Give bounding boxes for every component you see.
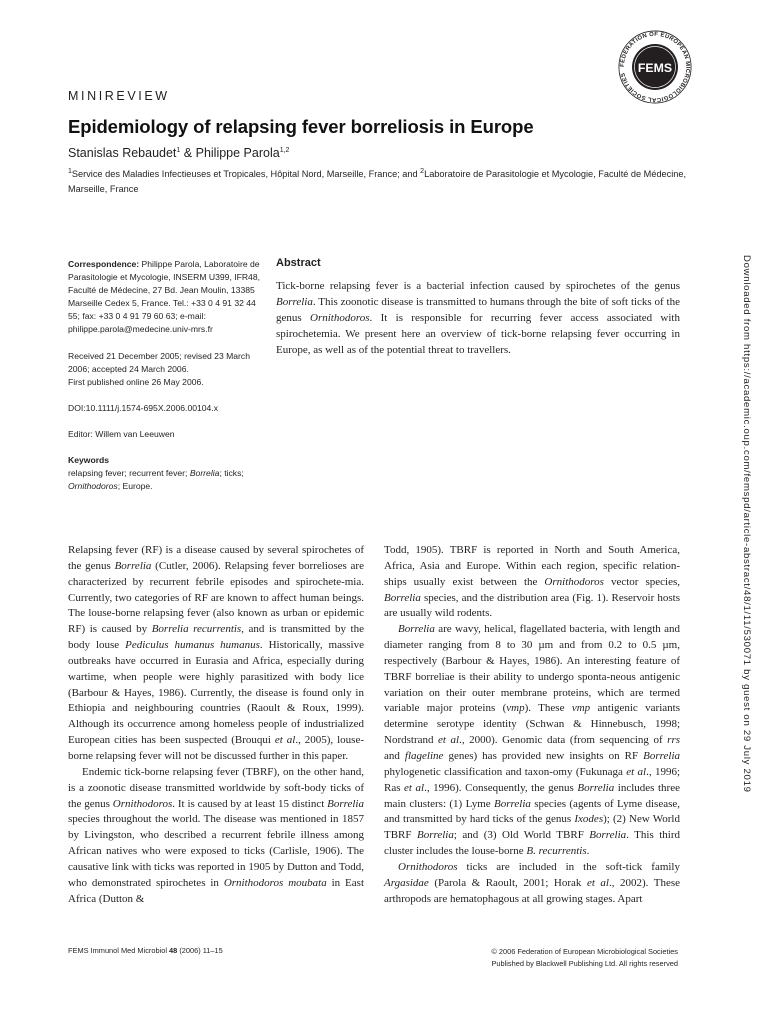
text-span: Borrelia <box>416 829 454 842</box>
text-span: phylogenetic classification and taxon-omy (Fukunaga <box>384 765 627 778</box>
text-span: vector species, <box>603 575 680 588</box>
footer-citation <box>68 946 223 955</box>
author-affiliation-mark: 1 <box>176 146 181 154</box>
author-joiner: & <box>180 146 196 160</box>
article-info-sidebar <box>68 258 268 506</box>
keyword-text: Ornithodoros <box>68 481 118 492</box>
text-span: species, and the distribution area (Fig. 1). Reservoir hosts are usually wild rodents. <box>384 591 680 620</box>
logo-ring-text: FEDERATION OF EUROPEAN MICROBIOLOGICAL SOCIETIES <box>619 31 691 103</box>
keyword-text: relapsing fever; recurrent fever; <box>68 468 190 479</box>
body-paragraph <box>384 860 680 908</box>
text-span: rrs <box>667 734 681 747</box>
affiliation-2: Laboratoire de Parasitologie et Mycologie, Faculté de Médecine, Marseille, France <box>68 169 687 194</box>
text-span: Borrelia <box>577 781 615 794</box>
body-column-right <box>384 543 680 907</box>
text-span: Ornithodoros moubata <box>223 876 327 889</box>
keywords-list <box>68 467 268 493</box>
text-span: Relapsing fever (RF) is a disease caused by several spirochetes of the genus <box>68 544 364 572</box>
text-span: ., 2002). These arthropods are hematophagous at all growing stages. Apart <box>384 876 681 905</box>
article-title: Epidemiology of relapsing fever borreliosis in Europe <box>68 116 534 137</box>
body-paragraph <box>384 543 680 622</box>
footer-copyright <box>420 946 678 970</box>
text-span: Borrelia <box>114 559 152 572</box>
body-paragraph <box>68 765 364 908</box>
abstract-heading: Abstract <box>276 257 321 269</box>
text-span: et al <box>274 734 296 747</box>
citation-volume: 48 <box>169 946 178 955</box>
text-span: ., 1996). Consequently, the genus <box>424 781 578 794</box>
correspondence <box>68 258 268 337</box>
keyword-text: Borrelia <box>189 468 220 479</box>
affiliation-mark: 2 <box>420 167 425 175</box>
abstract-text <box>276 279 680 359</box>
text-span: species (agents of Lyme disease, and transmitted by hard ticks of the genus <box>384 797 680 826</box>
article-history <box>68 350 268 389</box>
text-span: et al <box>438 734 460 747</box>
text-span: . Historically, massive outbreaks have occurred in Eurasia and Africa, especially during wartime, when people were highly parasitized with body lice (Barbour & Hayes, 1986). Currently, the disease is found only in Ethiopia and neighbouring countries (Raoult & Roux, 1999). Although its occurrence among homeless people of industrialized European cities has been suspected (Brouqui <box>68 639 364 747</box>
text-span: ); (2) New World TBRF <box>384 813 680 842</box>
body-column-left <box>68 543 364 907</box>
citation-journal: FEMS Immunol Med Microbiol <box>68 946 170 955</box>
text-span: Borrelia <box>643 749 681 762</box>
text-span: vmp <box>571 702 591 715</box>
author-name: Philippe Parola <box>195 146 280 160</box>
correspondence-text: Philippe Parola, Laboratoire de Parasitologie et Mycologie, INSERM U399, IFR48, Faculté de Médecine, 27 Bd. Jean Moulin, 13385 Marseille Cedex 5, France. Tel.: +33 0 4 91 32 44 55; fax: +33 0 4 91 79 60 63; e-mail: philippe.parola@medecine.univ-mrs.fr <box>68 259 261 335</box>
text-span: Ornithodoros <box>544 575 604 588</box>
text-span: ., 2000). Genomic data (from sequencing of <box>459 734 668 747</box>
text-span: (Cutler, 2006). Relapsing fever borrelioses are characterized by recurrent febrile episodes and spirochete-mia. Currently, two categories of RF are known to affect human beings. The louse-borne relapsing fever (also known as urban or epidemic RF) is caused by <box>68 559 364 636</box>
text-span: flageline <box>404 749 444 762</box>
keyword-text: ; ticks; <box>219 468 244 479</box>
history-online: First published online 26 May 2006. <box>68 376 204 387</box>
abstract-span: Borrelia <box>276 295 313 308</box>
text-span: et al <box>626 765 647 778</box>
text-span: Borrelia <box>589 829 627 842</box>
text-span: Borrelia <box>398 623 435 636</box>
author-list <box>68 146 289 160</box>
text-span: Borrelia <box>494 797 531 810</box>
text-span: ., 1996; Ras <box>384 765 681 794</box>
text-span: Endemic tick-borne relapsing fever (TBRF), on the other hand, is a zoonotic disease transmitted worldwide by soft-body ticks of the genus <box>68 765 364 810</box>
text-span: Borrelia <box>384 591 421 604</box>
body-paragraph <box>68 543 364 765</box>
history-dates: Received 21 December 2005; revised 23 March 2006; accepted 24 March 2006. <box>68 350 250 374</box>
copyright-line: © 2006 Federation of European Microbiological Societies <box>491 947 678 956</box>
logo-acronym: FEMS <box>637 60 673 75</box>
text-span: ; and (3) Old World TBRF <box>453 829 590 842</box>
abstract-span: . It is responsible for recurring fever access associated with spirochetemia. We present here an overview of tick-borne relapsing fever occurring in Europe, as well as of the potential threat to travellers. <box>276 311 680 356</box>
text-span: ., 2005), louse-borne relapsing fever will not be discussed further in this paper. <box>68 734 364 762</box>
text-span: antigenic variants determine serotype identity (Schwan & Hinnebusch, 1998; Nordstrand <box>384 702 681 747</box>
correspondence-label: Correspondence: <box>68 259 140 269</box>
text-span: . This third cluster includes the louse-borne <box>384 829 680 858</box>
doi: DOI:10.1111/j.1574-695X.2006.00104.x <box>68 402 219 413</box>
text-span: species throughout the world. The disease was mentioned in 1857 by Livingston, who described a recurrent febrile illness among African natives who were exposed to ticks (Carlisle, 1906). The causative link with ticks was reported in 1905 by Dutton and Todd, who demonstrated spirochetes in <box>68 813 364 889</box>
body-paragraph <box>384 622 680 860</box>
download-watermark: Downloaded from https://academic.oup.com/femspd/article-abstract/48/1/11/530071 by guest on 29 July 2019 <box>741 255 752 793</box>
text-span: Ornithodoros <box>112 797 173 810</box>
text-span: genes) has provided new insights on RF <box>443 749 644 762</box>
text-span: B. recurrentis <box>526 845 587 858</box>
text-span: Borrelia recurrentis <box>151 623 242 636</box>
author-name: Stanislas Rebaudet <box>68 146 177 160</box>
keyword-text: ; Europe. <box>117 481 153 492</box>
text-span: Borrelia <box>327 797 364 810</box>
author-affiliation-mark: 1,2 <box>279 146 290 154</box>
text-span: Argasidae <box>384 876 429 889</box>
text-span: (Parola & Raoult, 2001; Horak <box>428 876 587 889</box>
abstract-span: . This zoonotic disease is transmitted to humans through the bite of soft ticks of the genus <box>276 295 680 324</box>
keywords-heading: Keywords <box>68 455 110 466</box>
affiliation-1: Service des Maladies Infectieuses et Tropicales, Hôpital Nord, Marseille, France; and <box>71 169 421 179</box>
text-span: . It is caused by at least 15 distinct <box>172 797 328 810</box>
abstract-span: Ornithodoros <box>310 311 370 324</box>
text-span: vmp <box>506 702 525 715</box>
publisher-line: Published by Blackwell Publishing Ltd. All rights reserved <box>491 959 678 968</box>
text-span: Ornithodoros <box>398 860 458 873</box>
affiliations <box>68 167 688 197</box>
text-span: in East Africa (Dutton & <box>68 876 364 905</box>
text-span: Pediculus humanus humanus <box>125 639 260 652</box>
text-span: ticks are included in the soft-tick family <box>457 860 680 873</box>
text-span: , and is transmitted by the body louse <box>68 623 364 652</box>
text-span: includes three main clusters: (1) Lyme <box>384 781 680 810</box>
text-span: Todd, 1905). TBRF is reported in North and South America, Africa, Asia and Europe. Within each region, specific relation-ships usually exist between the <box>384 544 680 588</box>
text-span: are wavy, helical, flagellated bacteria, with length and diameter ranging from 8 to 30 µm and from 0.2 to 0.5 µm, respectively (Barbour & Hayes, 1986). An interesting feature of TBRF borreliae is their ability to undergo sponta-neous antigenic variation on their outer membrane proteins, which are termed variable major proteins ( <box>384 623 680 715</box>
abstract-span: Tick-borne relapsing fever is a bacterial infection caused by spirochetes of the genus <box>276 280 680 292</box>
fems-logo <box>614 26 696 108</box>
text-span: Ixodes <box>574 813 604 826</box>
text-span: et al <box>586 876 609 889</box>
text-span: et al <box>404 781 425 794</box>
citation-pages: (2006) 11–15 <box>177 946 223 955</box>
text-span: ). These <box>524 702 572 715</box>
article-type: MINIREVIEW <box>68 89 170 103</box>
affiliation-mark: 1 <box>68 167 72 175</box>
text-span: and <box>384 749 405 762</box>
text-span: . <box>586 845 590 858</box>
editor: Editor: Willem van Leeuwen <box>68 428 175 439</box>
